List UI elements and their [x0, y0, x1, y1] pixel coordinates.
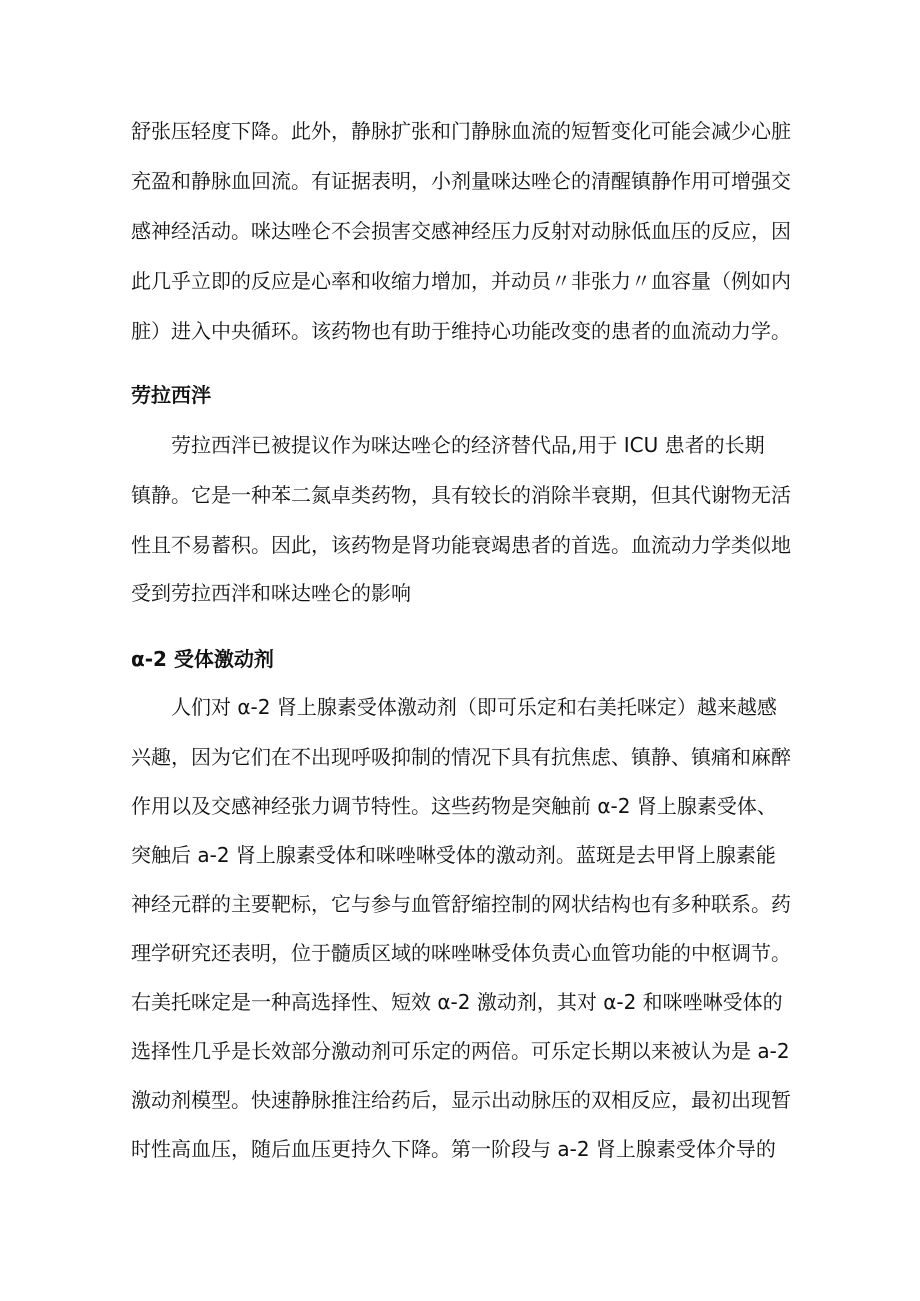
paragraph-line: 理学研究还表明，位于髓质区域的咪唑啉受体负责心血管功能的中枢调节。: [131, 941, 791, 965]
paragraph-line: 此几乎立即的反应是心率和收缩力增加，并动员〃非张力〃血容量（例如内: [131, 269, 791, 293]
paragraph-line: 镇静。它是一种苯二氮卓类药物，具有较长的消除半衰期，但其代谢物无活: [131, 483, 791, 507]
paragraph-line: 受到劳拉西泮和咪达唑仑的影响: [131, 581, 411, 605]
paragraph-line: 性且不易蓄积。因此，该药物是肾功能衰竭患者的首选。血流动力学类似地: [131, 533, 791, 557]
paragraph-line: 舒张压轻度下降。此外，静脉扩张和门静脉血流的短暂变化可能会减少心脏: [131, 119, 791, 143]
paragraph-line: 感神经活动。咪达唑仑不会损害交感神经压力反射对动脉低血压的反应，因: [131, 219, 791, 243]
paragraph-line: 脏）进入中央循环。该药物也有助于维持心功能改变的患者的血流动力学。: [131, 319, 791, 343]
paragraph-line: 突触后 a-2 肾上腺素受体和咪唑啉受体的激动剂。蓝斑是去甲肾上腺素能: [131, 843, 776, 867]
paragraph-line: 激动剂模型。快速静脉推注给药后，显示出动脉压的双相反应，最初出现暂: [131, 1088, 791, 1112]
paragraph-line: 充盈和静脉血回流。有证据表明，小剂量咪达唑仑的清醒镇静作用可增强交: [131, 169, 791, 193]
section-heading-alpha2: α-2 受体激动剂: [131, 647, 274, 671]
paragraph-line: 时性高血压，随后血压更持久下降。第一阶段与 a-2 肾上腺素受体介导的: [131, 1137, 776, 1161]
paragraph-line: 神经元群的主要靶标，它与参与血管舒缩控制的网状结构也有多种联系。药: [131, 892, 791, 916]
paragraph-line: 人们对 α-2 肾上腺素受体激动剂（即可乐定和右美托咪定）越来越感: [171, 695, 777, 719]
paragraph-line: 选择性几乎是长效部分激动剂可乐定的两倍。可乐定长期以来被认为是 a-2: [131, 1039, 790, 1063]
section-heading-lorazepam: 劳拉西泮: [131, 383, 211, 407]
paragraph-line: 右美托咪定是一种高选择性、短效 α-2 激动剂，其对 α-2 和咪唑啉受体的: [131, 990, 783, 1014]
paragraph-line: 兴趣，因为它们在不出现呼吸抑制的情况下具有抗焦虑、镇静、镇痛和麻醉: [131, 745, 791, 769]
paragraph-line: 作用以及交感神经张力调节特性。这些药物是突触前 α-2 肾上腺素受体、: [131, 794, 777, 818]
paragraph-line: 劳拉西泮已被提议作为咪达唑仑的经济替代品,用于 ICU 患者的长期: [171, 433, 765, 457]
